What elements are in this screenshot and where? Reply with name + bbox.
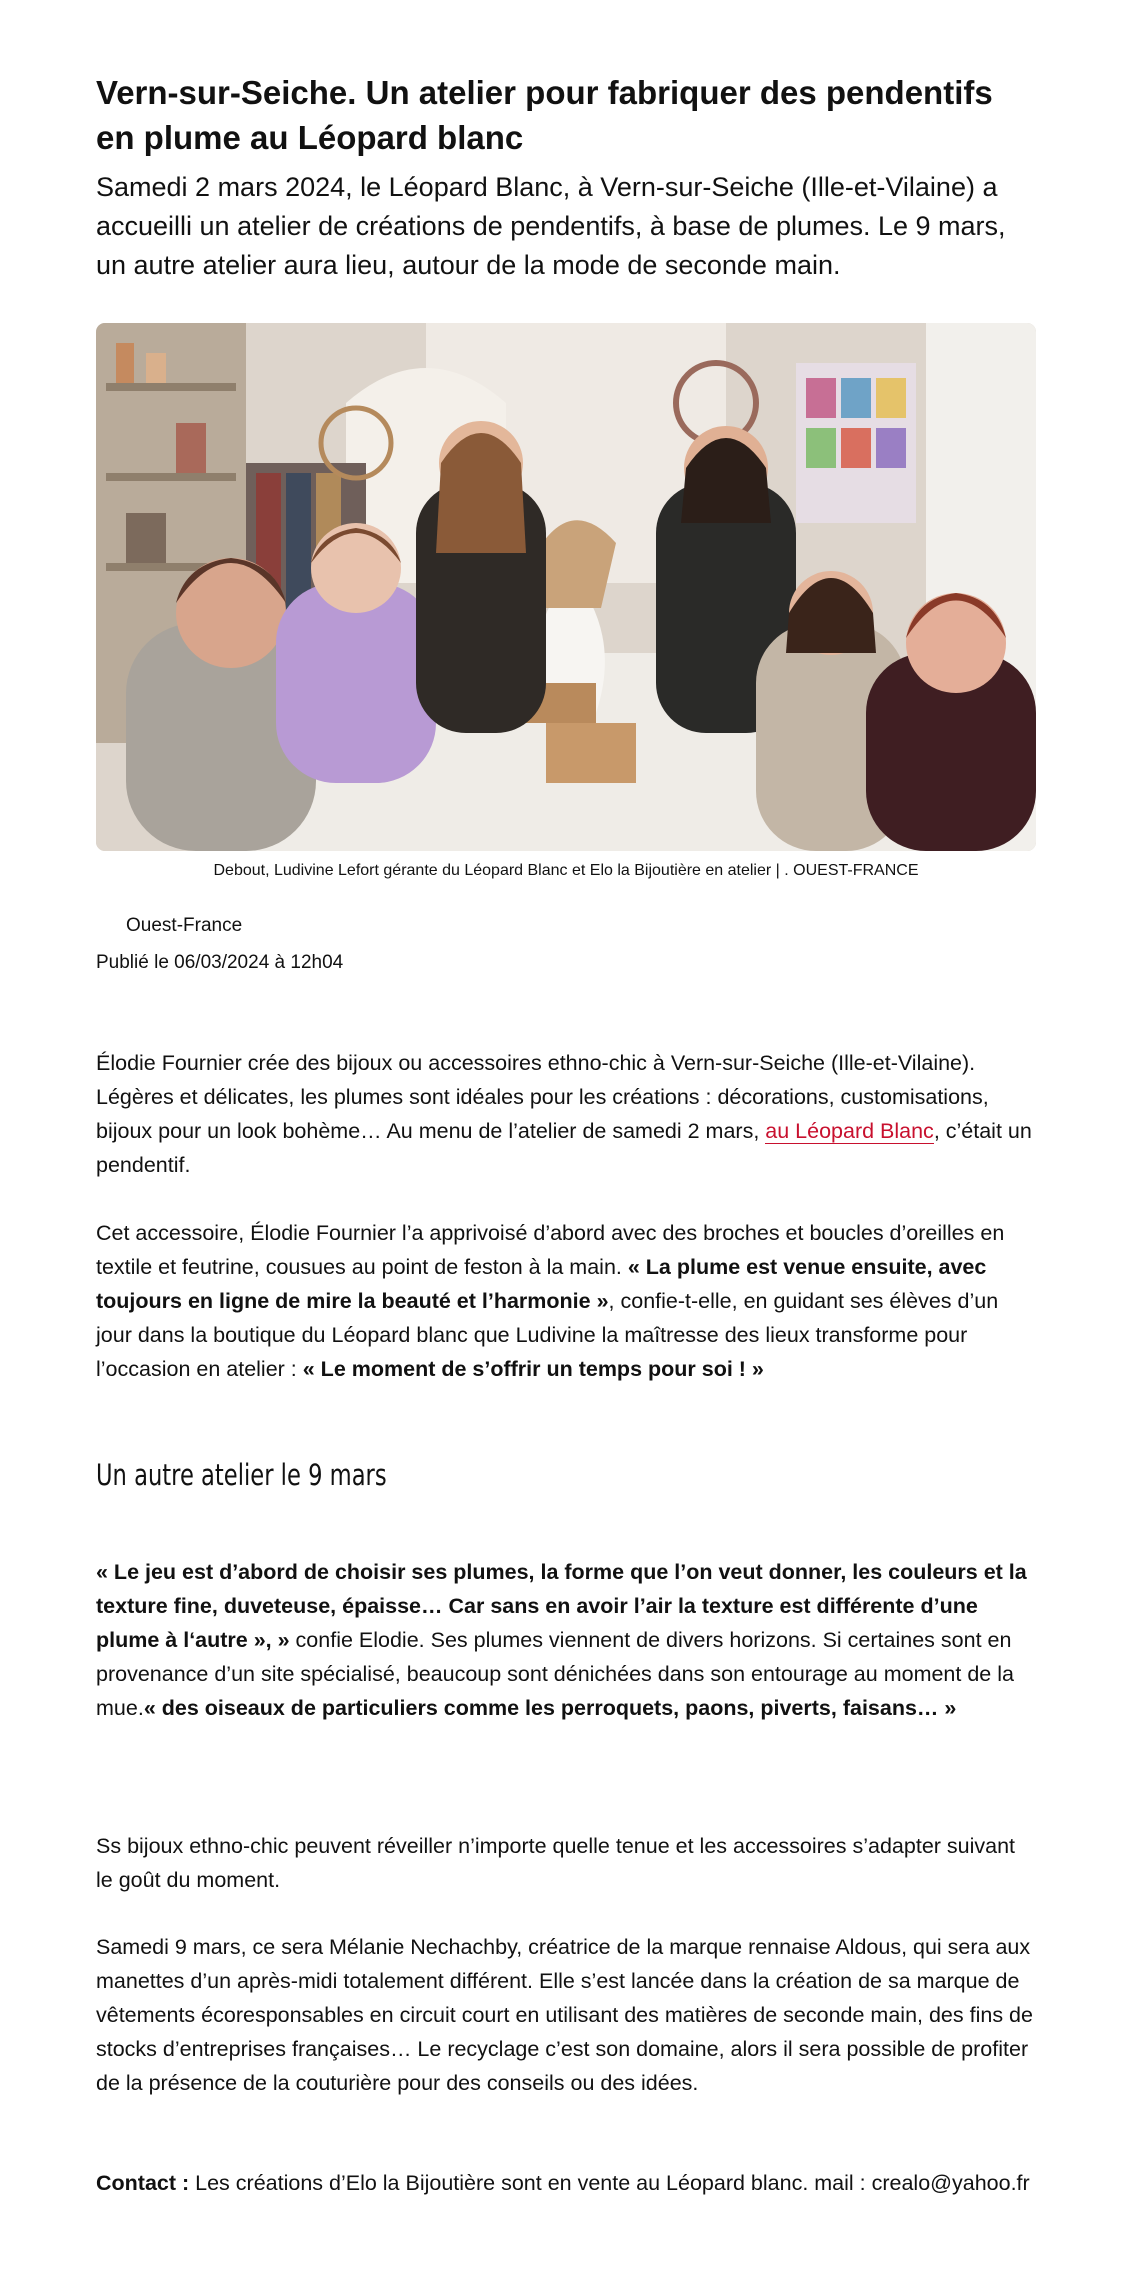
paragraph-2: [96, 1216, 1036, 1386]
contact-paragraph: [96, 2166, 1036, 2200]
paragraph-1-text-start: Élodie Fournier crée des bijoux ou accessoires ethno-chic à Vern-sur-Seiche (Ille-et-Vilaine). Légères et délicates, les plumes sont idéales pour les créations : décorations, customisations, bijoux pour un look bohème… Au menu de l’atelier de samedi 2 mars,: [96, 1051, 989, 1143]
article-lede: Samedi 2 mars 2024, le Léopard Blanc, à Vern-sur-Seiche (Ille-et-Vilaine) a accueilli un atelier de créations de pendentifs, à base de plumes. Le 9 mars, un autre atelier aura lieu, autour de la mode de seconde main.: [96, 172, 1006, 280]
leopard-blanc-link[interactable]: au Léopard Blanc: [765, 1119, 934, 1143]
paragraph-3-text: confie Elodie. Ses plumes viennent de divers horizons. Si certaines sont en provenance d’un site spécialisé, beaucoup sont dénichées dans son entourage au moment de la mue.: [96, 1628, 1014, 1720]
article-source: Ouest-France: [126, 915, 243, 936]
article-title: Vern-sur-Seiche. Un atelier pour fabriquer des pendentifs en plume au Léopard blanc: [96, 74, 993, 156]
publication-date: Publié le 06/03/2024 à 12h04: [96, 952, 344, 973]
paragraph-2-text-1: Cet accessoire, Élodie Fournier l’a apprivoisé d’abord avec des broches et boucles d’oreilles en textile et feutrine, cousues au point de feston à la main.: [96, 1221, 1005, 1279]
paragraph-5: Samedi 9 mars, ce sera Mélanie Nechachby, créatrice de la marque rennaise Aldous, qui sera aux manettes d’un après-midi totalement différent. Elle s’est lancée dans la création de sa marque de vêtements écoresponsables en circuit court en utilisant des matières de seconde main, des fins de stocks d’entreprises françaises… Le recyclage c’est son domaine, alors il sera possible de profiter de la présence de la couturière pour des conseils ou des idées.: [96, 1935, 1033, 2095]
contact-text: Les créations d’Elo la Bijoutière sont en vente au Léopard blanc. mail : crealo@yahoo.fr: [189, 2171, 1030, 2195]
paragraph-3: [96, 1555, 1036, 1725]
workshop-photo-illustration: [96, 323, 1036, 851]
paragraph-2-quote-1: « La plume est venue ensuite, avec toujours en ligne de mire la beauté et l’harmonie »: [96, 1255, 987, 1313]
section-heading: Un autre atelier le 9 mars: [96, 1458, 387, 1492]
paragraph-3-quote-1: « Le jeu est d’abord de choisir ses plumes, la forme que l’on veut donner, les couleurs et la texture fine, duveteuse, épaisse… Car sans en avoir l’air la texture est différente d’une plume à l‘autre », »: [96, 1560, 1027, 1652]
paragraph-1: [96, 1046, 1036, 1182]
photo-caption: Debout, Ludivine Lefort gérante du Léopard Blanc et Elo la Bijoutière en atelier | . OUEST-FRANCE: [213, 862, 919, 879]
contact-label: Contact :: [96, 2171, 190, 2195]
paragraph-1-text-end: , c’était un pendentif.: [96, 1119, 1032, 1177]
paragraph-3-quote-2: « des oiseaux de particuliers comme les perroquets, paons, piverts, faisans… »: [143, 1696, 957, 1720]
paragraph-4: Ss bijoux ethno-chic peuvent réveiller n’importe quelle tenue et les accessoires s’adapter suivant le goût du moment.: [96, 1834, 1016, 1892]
paragraph-2-quote-2: « Le moment de s’offrir un temps pour soi ! »: [302, 1357, 764, 1381]
article-photo: [96, 323, 1036, 851]
paragraph-2-text-2: , confie-t-elle, en guidant ses élèves d’un jour dans la boutique du Léopard blanc que Ludivine la maîtresse des lieux transforme pour l’occasion en atelier :: [96, 1289, 999, 1381]
